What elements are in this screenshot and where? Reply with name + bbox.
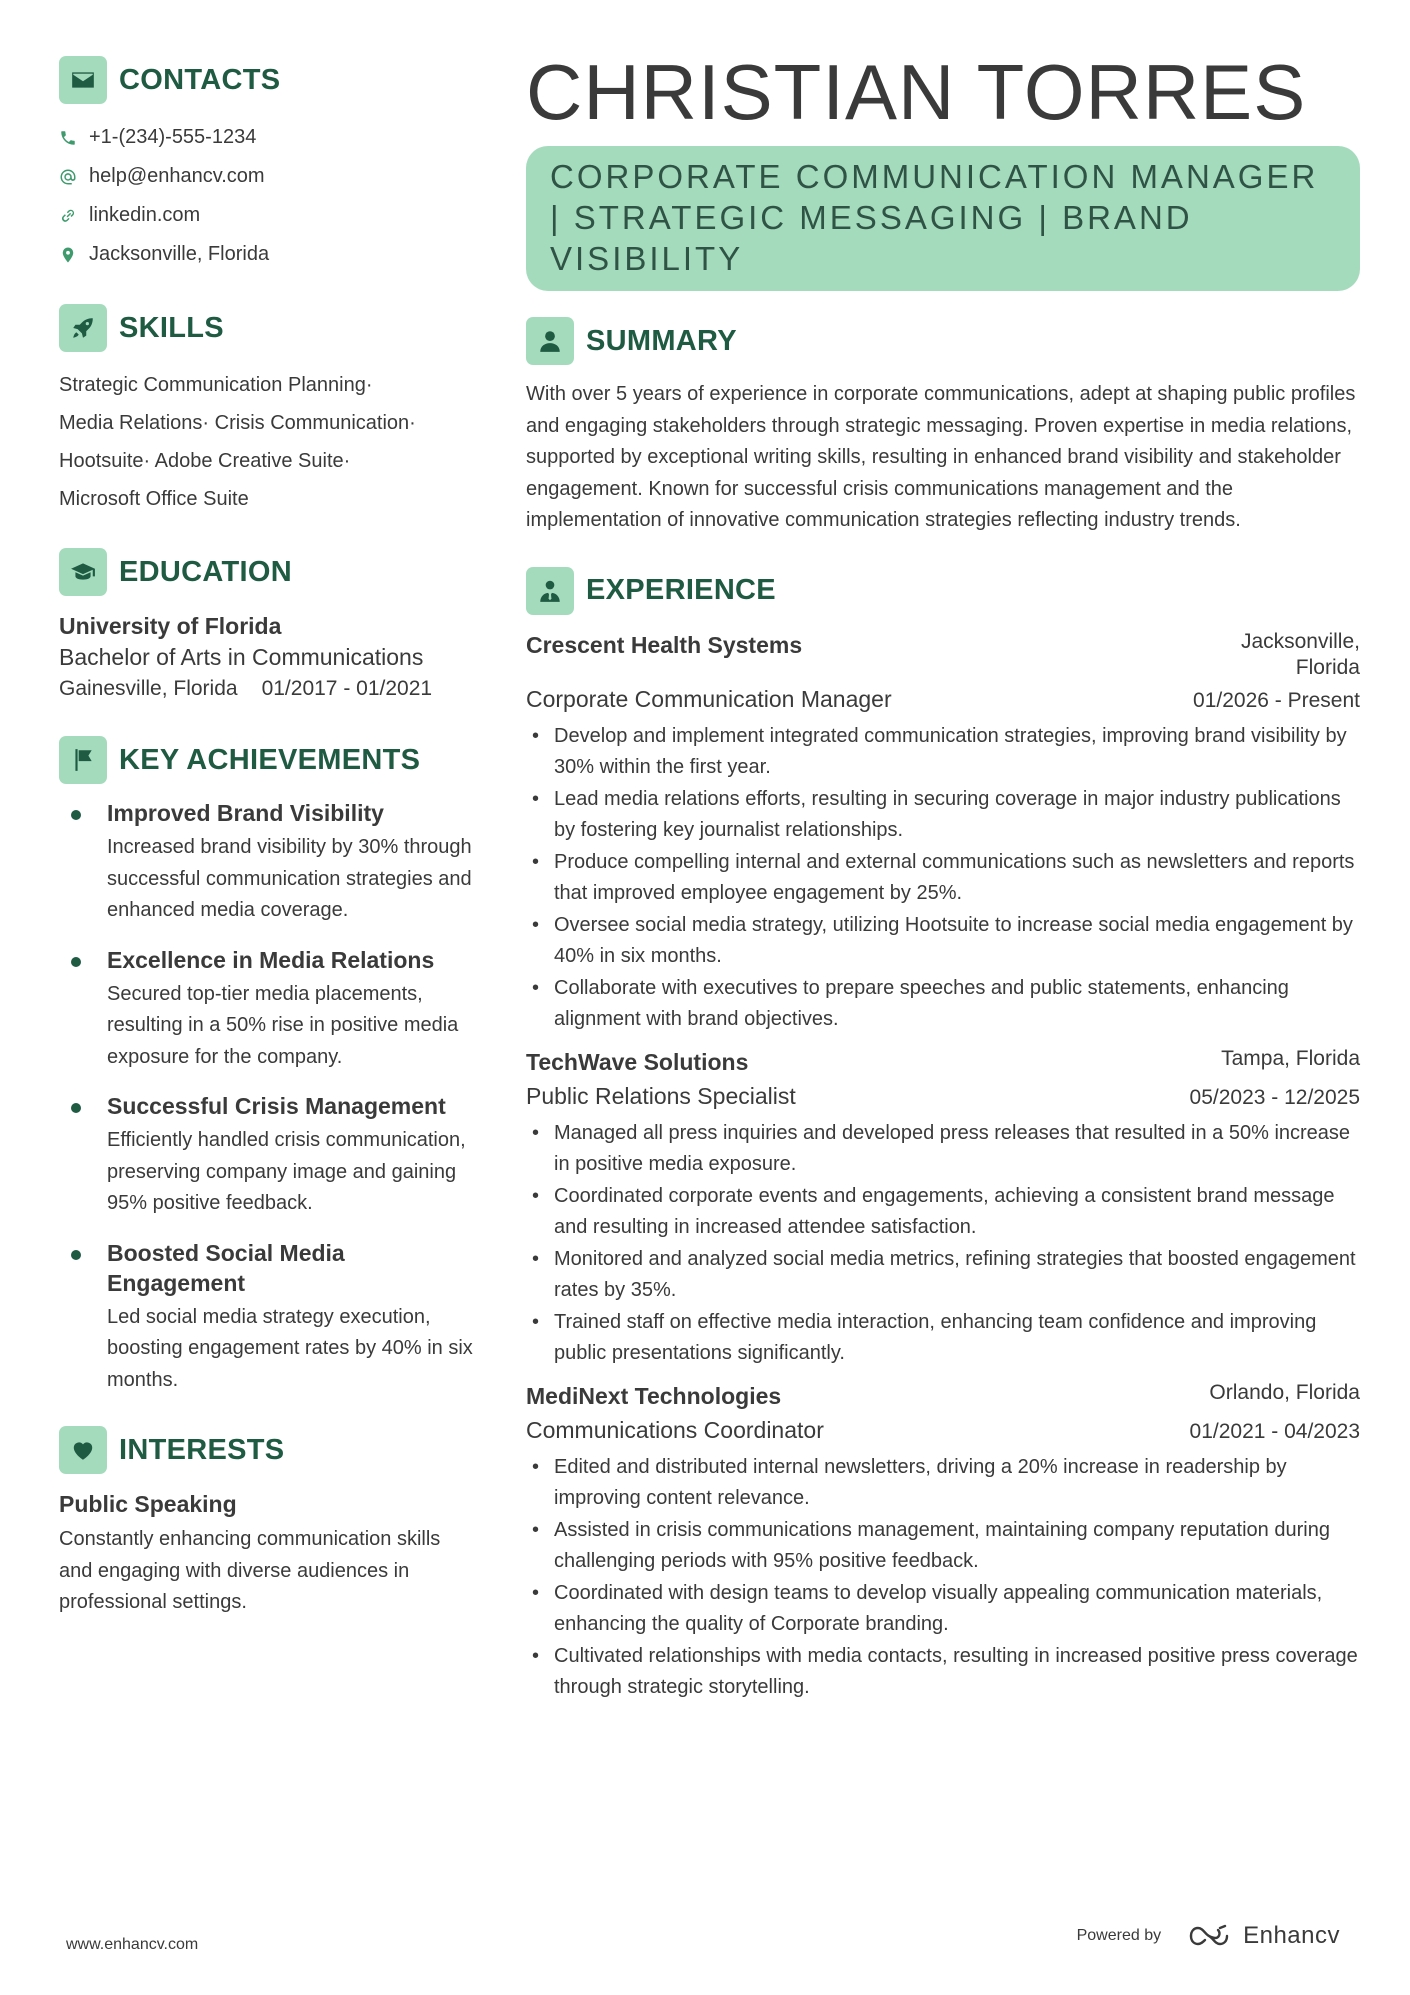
education-entry: [59, 610, 479, 706]
job-bullet: • Coordinated with design teams to develop visually appealing communication materials, enhancing the quality of Corporate branding.: [526, 1578, 1360, 1641]
achievement-title: Improved Brand Visibility: [107, 800, 384, 826]
contact-email-text[interactable]: help@enhancv.com: [89, 165, 265, 187]
graduation-cap-icon: [59, 548, 107, 596]
job-company: TechWave Solutions: [526, 1048, 749, 1075]
achievement-item: [59, 1091, 479, 1220]
education-degree: Bachelor of Arts in Communications: [59, 644, 424, 670]
flag-icon: [59, 736, 107, 784]
job-bullet: • Cultivated relationships with media contacts, resulting in increased positive press coverage through strategic storytelling.: [526, 1641, 1360, 1704]
left-column: [59, 56, 479, 1619]
footer-branding: [1077, 1922, 1340, 1950]
skill-item: Adobe Creative Suite: [154, 450, 344, 472]
enhancv-logo-icon: [1187, 1923, 1231, 1949]
achievement-title: Excellence in Media Relations: [107, 946, 435, 973]
skills-title: SKILLS: [119, 311, 224, 344]
achievement-desc: Increased brand visibility by 30% through successful communication strategies and enhanced media coverage.: [107, 836, 472, 921]
achievements-list: [59, 798, 479, 1396]
headline-banner: CORPORATE COMMUNICATION MANAGER | STRATEGIC MESSAGING | BRAND VISIBILITY: [526, 146, 1360, 291]
skills-header: [59, 304, 479, 352]
job-dates: 01/2021 - 04/2023: [1189, 1419, 1360, 1443]
skill-item: Crisis Communication: [214, 412, 410, 434]
link-icon: [59, 207, 77, 225]
envelope-icon: [59, 56, 107, 104]
skill-item: Microsoft Office Suite: [59, 488, 249, 510]
job-location: Jacksonville, Florida: [1240, 629, 1360, 679]
achievement-title: Successful Crisis Management: [107, 1093, 446, 1119]
summary-header: [526, 317, 1360, 365]
experience-header: [526, 567, 1360, 615]
candidate-name: CHRISTIAN TORRES: [526, 48, 1307, 136]
phone-icon: [59, 129, 77, 147]
achievements-title: KEY ACHIEVEMENTS: [119, 743, 421, 776]
footer-website[interactable]: www.enhancv.com: [66, 1936, 199, 1953]
interests-header: [59, 1426, 479, 1474]
summary-title: SUMMARY: [586, 324, 737, 357]
job-title: Communications Coordinator: [526, 1416, 824, 1443]
contact-email: [59, 157, 479, 196]
achievement-desc: Efficiently handled crisis communication, preserving company image and gaining 95% positive feedback.: [107, 1129, 466, 1214]
education-dates: 01/2017 - 01/2021: [261, 677, 433, 700]
interest-title: Public Speaking: [59, 1491, 237, 1517]
achievement-desc: Secured top-tier media placements, resulting in a 50% rise in positive media exposure for the company.: [107, 982, 459, 1068]
job-bullet: • Edited and distributed internal newsletters, driving a 20% increase in readership by improving content relevance.: [526, 1452, 1360, 1515]
achievement-item: [59, 945, 479, 1074]
job-bullets: [526, 1452, 1360, 1704]
interests-title: INTERESTS: [119, 1433, 285, 1466]
interest-desc: Constantly enhancing communication skills and engaging with diverse audiences in professional settings.: [59, 1528, 441, 1613]
contacts-header: [59, 56, 479, 104]
achievement-desc: Led social media strategy execution, boosting engagement rates by 40% in six months.: [107, 1305, 473, 1391]
bullet-dot: [71, 1250, 81, 1260]
summary-section: [526, 317, 1360, 537]
education-header: [59, 548, 479, 596]
education-location: Gainesville, Florida: [59, 677, 238, 700]
at-icon: [59, 168, 77, 186]
skills-list: Strategic Communication Planning· Media Relations· Crisis Communication· Hootsuite· Adobe Creative Suite· Microsoft Office Suite: [59, 374, 416, 510]
skill-item: Strategic Communication Planning: [59, 374, 366, 396]
job-entry: [526, 1046, 1360, 1370]
contacts-title: CONTACTS: [119, 63, 281, 96]
location-pin-icon: [59, 246, 77, 264]
job-bullets: [526, 1118, 1360, 1370]
bullet-dot: [71, 810, 81, 820]
job-company: Crescent Health Systems: [526, 631, 803, 658]
job-location: Orlando, Florida: [1209, 1380, 1360, 1404]
job-entry: [526, 1380, 1360, 1704]
job-title: Corporate Communication Manager: [526, 685, 892, 712]
business-person-icon: [526, 567, 574, 615]
job-bullet: • Collaborate with executives to prepare speeches and public statements, enhancing alignment with brand objectives.: [526, 973, 1360, 1036]
job-bullet: • Produce compelling internal and external communications such as newsletters and reports that improved employee engagement by 25%.: [526, 847, 1360, 910]
job-bullet: • Develop and implement integrated communication strategies, improving brand visibility by 30% within the first year.: [526, 721, 1360, 784]
job-bullet: • Lead media relations efforts, resulting in securing coverage in major industry publications by fostering key journalist relationships.: [526, 784, 1360, 847]
contact-phone: [59, 118, 479, 157]
enhancv-logo-text: Enhancv: [1243, 1922, 1340, 1949]
person-icon: [526, 317, 574, 365]
achievements-header: [59, 736, 479, 784]
job-bullet: • Managed all press inquiries and developed press releases that resulted in a 50% increase in positive media exposure.: [526, 1118, 1360, 1181]
contact-location: [59, 235, 479, 274]
summary-text: With over 5 years of experience in corporate communications, adept at shaping public profiles and engaging stakeholders through strategic messaging. Proven expertise in media relations, supported by exceptional writing skills, resulting in enhanced brand visibility and stakeholder engagement. Known for successful crisis communications management and the implementation of innovative communication strategies reflecting industry trends.: [526, 383, 1356, 531]
contact-phone-text[interactable]: +1-(234)-555-1234: [89, 126, 257, 148]
achievement-item: [59, 1238, 479, 1397]
job-bullets: [526, 721, 1360, 1036]
skill-item: Hootsuite: [59, 450, 144, 472]
bullet-dot: [71, 957, 81, 967]
education-meta: [59, 672, 479, 706]
education-title: EDUCATION: [119, 555, 292, 588]
job-dates: 05/2023 - 12/2025: [1189, 1085, 1360, 1109]
job-entry: [526, 629, 1360, 1036]
skill-item: Media Relations: [59, 412, 203, 434]
contact-linkedin-text[interactable]: linkedin.com: [89, 204, 201, 226]
achievement-item: [59, 798, 479, 927]
job-title: Public Relations Specialist: [526, 1082, 796, 1109]
job-company: MediNext Technologies: [526, 1382, 782, 1409]
contact-list: [59, 118, 479, 274]
education-school: University of Florida: [59, 613, 282, 639]
achievement-title: Boosted Social Media Engagement: [107, 1239, 345, 1296]
job-bullet: • Trained staff on effective media interaction, enhancing team confidence and improving public presentations significantly.: [526, 1307, 1360, 1370]
powered-by-label: Powered by: [1076, 1927, 1162, 1944]
job-bullet: • Monitored and analyzed social media metrics, refining strategies that boosted engagement rates by 35%.: [526, 1244, 1360, 1307]
rocket-icon: [59, 304, 107, 352]
job-dates: 01/2026 - Present: [1193, 688, 1360, 712]
bullet-dot: [71, 1103, 81, 1113]
right-column: [526, 48, 1360, 1714]
job-bullet: • Coordinated corporate events and engagements, achieving a consistent brand message and resulting in increased attendee satisfaction.: [526, 1181, 1360, 1244]
heart-icon: [59, 1426, 107, 1474]
job-bullet: • Assisted in crisis communications management, maintaining company reputation during challenging periods with 95% positive feedback.: [526, 1515, 1360, 1578]
enhancv-logo[interactable]: [1187, 1922, 1340, 1950]
experience-section: [526, 567, 1360, 1704]
job-location: Tampa, Florida: [1221, 1046, 1360, 1070]
contact-linkedin: [59, 196, 479, 235]
interest-item: [59, 1488, 479, 1619]
job-bullet: • Oversee social media strategy, utilizing Hootsuite to increase social media engagement by 40% in six months.: [526, 910, 1360, 973]
experience-title: EXPERIENCE: [586, 574, 776, 606]
contact-location-text: Jacksonville, Florida: [89, 243, 270, 265]
